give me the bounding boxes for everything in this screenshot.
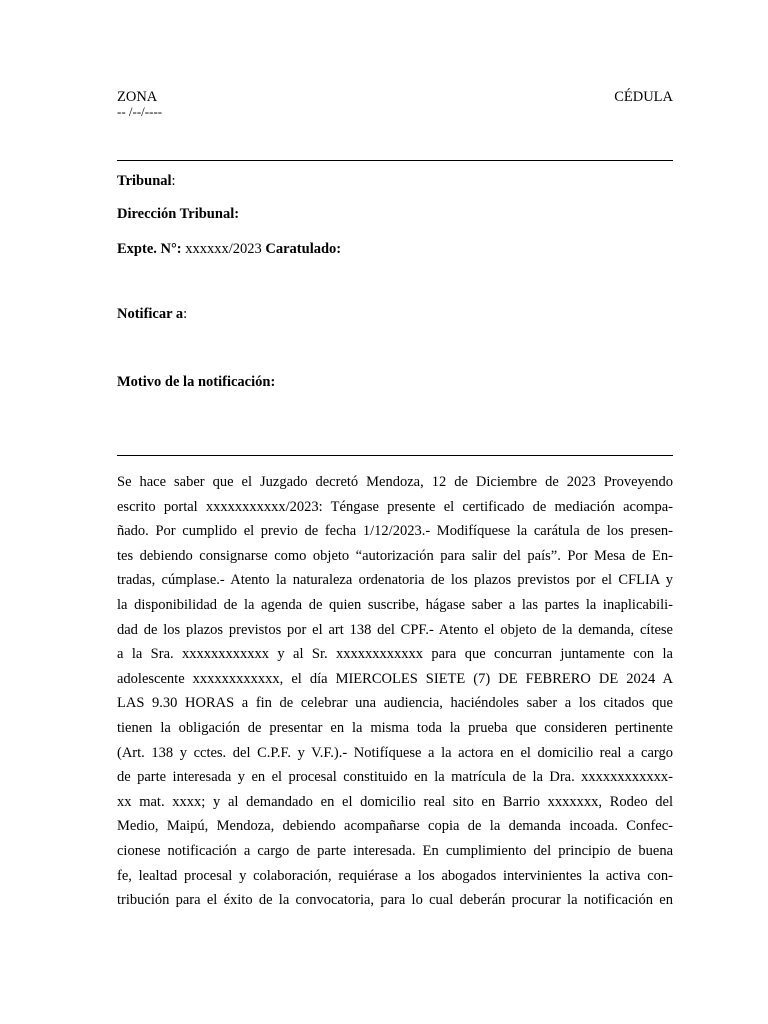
notificar-colon: : <box>183 306 188 322</box>
body-line: LAS 9.30 HORAS a fin de celebrar una audiencia, haciéndoles saber a los citados que <box>117 695 673 712</box>
body-line: cionese notificación a cargo de parte interesada. En cumplimiento del principio de buena <box>117 842 673 859</box>
body-line: fe, lealtad procesal y colaboración, requiérase a los abogados intervinientes la activa con- <box>117 867 673 884</box>
tribunal-field <box>117 172 176 190</box>
document-type-label: CÉDULA <box>614 89 673 105</box>
body-line: adolescente xxxxxxxxxxxx, el día MIERCOLES SIETE (7) DE FEBRERO DE 2024 A <box>117 670 673 687</box>
body-line: de parte interesada y en el procesal constituido en la matrícula de la Dra. xxxxxxxxxxxx- <box>117 769 673 786</box>
body-line: tienen la obligación de presentar en la misma toda la prueba que consideren pertinente <box>117 719 673 736</box>
expediente-label: Expte. N°: <box>117 241 182 257</box>
body-line: xx mat. xxxx; y al demandado en el domicilio real sito en Barrio xxxxxxx, Rodeo del <box>117 793 673 810</box>
tribunal-label: Tribunal <box>117 173 172 189</box>
body-line: Se hace saber que el Juzgado decretó Mendoza, 12 de Diciembre de 2023 Proveyendo <box>117 474 673 490</box>
direccion-tribunal-label: Dirección Tribunal: <box>117 206 240 222</box>
body-line: la disponibilidad de la agenda de quien suscribe, hágase saber a las partes la inaplicabili- <box>117 596 673 613</box>
body-line: a la Sra. xxxxxxxxxxxx y al Sr. xxxxxxxxxxxx para que concurran juntamente con la <box>117 646 673 663</box>
body-line: dad de los plazos previstos por el art 138 del CPF.- Atento el objeto de la demanda, cítese <box>117 621 673 638</box>
body-line: escrito portal xxxxxxxxxxx/2023: Téngase presente el certificado de mediación acompa- <box>117 498 673 515</box>
body-divider <box>117 455 673 456</box>
header-divider <box>117 160 673 161</box>
notificar-label: Notificar a <box>117 306 184 322</box>
notification-body <box>117 470 673 913</box>
motivo-field <box>117 373 275 391</box>
direccion-tribunal-field <box>117 205 239 223</box>
body-line: (Art. 138 y cctes. del C.P.F. y V.F.).- Notifíquese a la actora en el domicilio real a cargo <box>117 744 673 761</box>
caratulado-label: Caratulado: <box>265 241 342 257</box>
expediente-number: xxxxxx/2023 <box>181 241 266 257</box>
body-line: tribución para el éxito de la convocatoria, para lo cual deberán procurar la notificación en <box>117 892 673 909</box>
document-header <box>117 88 673 106</box>
date-placeholder: -- /--/---- <box>117 104 163 119</box>
body-line: tes debiendo consignarse como objeto “autorización para salir del país”. Por Mesa de En- <box>117 547 673 564</box>
body-line: ñado. Por cumplido el previo de fecha 1/12/2023.- Modifíquese la carátula de los presen- <box>117 523 673 540</box>
notificar-field <box>117 305 187 323</box>
body-line: Medio, Maipú, Mendoza, debiendo acompañarse copia de la demanda incoada. Confec- <box>117 818 673 835</box>
motivo-label: Motivo de la notificación: <box>117 374 276 390</box>
zone-label: ZONA <box>117 89 158 105</box>
body-line: tradas, cúmplase.- Atento la naturaleza ordenatoria de los plazos previstos por el CFLIA y <box>117 572 673 589</box>
tribunal-colon: : <box>171 173 176 189</box>
expediente-field <box>117 240 341 258</box>
